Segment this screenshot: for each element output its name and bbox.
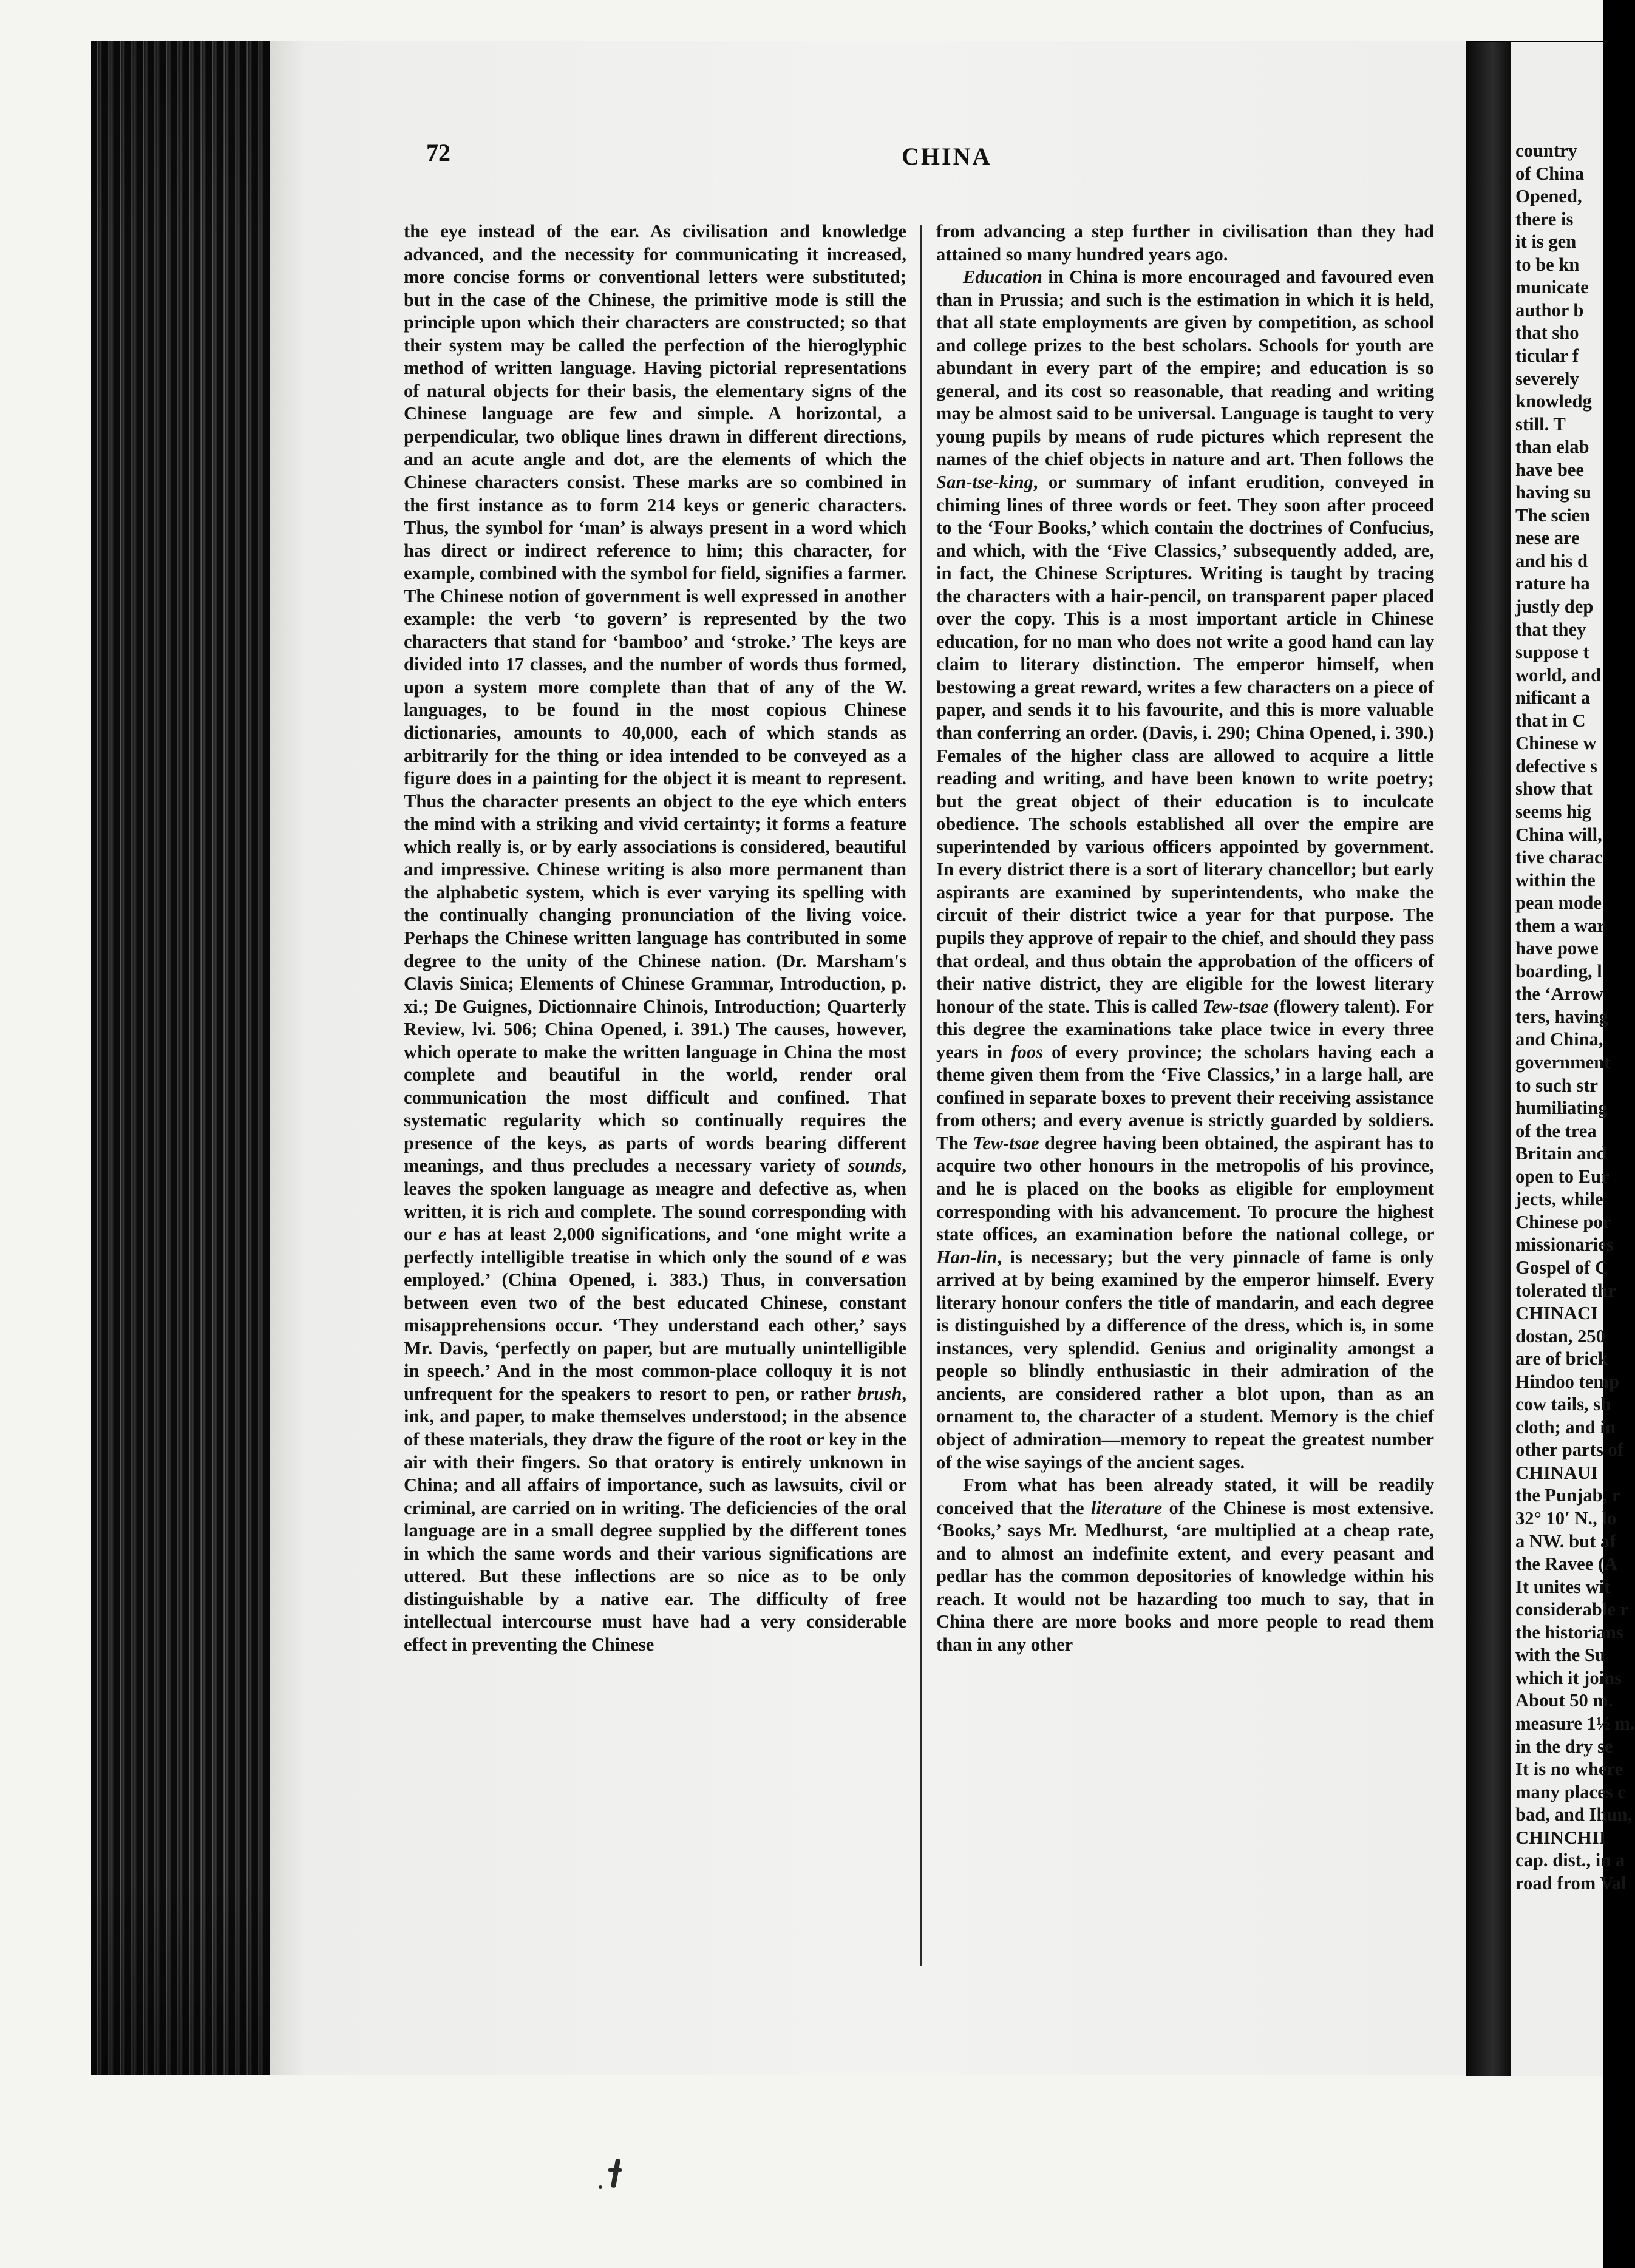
text-run: has at least 2,000 significations, and ‘one might write a perfectly intelligible treatise in which only the sound of [404, 1224, 906, 1268]
literature-paragraph [936, 1474, 1434, 1656]
next-page-line: open to Eur [1515, 1166, 1610, 1187]
text-run: , is necessary; but the very pinnacle of fame is only arrived at by being examined by the emperor himself. Every literary honour confers the title of mandarin, and each degree is distinguished by a difference of the dress, which is, in some instances, very splendid. Genius and originality amongst a people so blindly enthusiastic in their admiration of the ancients, are considered rather a blot upon, than as an ornament to, the character of a student. Memory is the chief object of admiration—memory to repeat the greatest number of the wise sayings of the ancient sages. [936, 1246, 1434, 1473]
next-page-line: Hindoo temp [1515, 1371, 1619, 1392]
right-column-paragraph: from advancing a step further in civilisation than they had attained so many hundred years ago. [936, 221, 1434, 265]
italic-term: Tew-tsae [1202, 996, 1269, 1017]
italic-term: Han-lin [936, 1246, 998, 1268]
next-page-line: Opened, [1515, 186, 1582, 207]
next-page-line: ticular f [1515, 345, 1579, 366]
next-page-line: measure 1½ m. [1515, 1713, 1635, 1734]
next-page-line: having su [1515, 482, 1591, 503]
italic-term: Education [963, 267, 1042, 288]
next-page-line: have bee [1515, 459, 1585, 480]
text-run: of every province; the scholars having each a theme given them from the ‘Five Classics,’ in a large hall, are confined in separate boxes to prevent their receiving assistance from others; and every avenue is strictly guarded by soldiers. The [936, 1041, 1434, 1153]
next-page-line: municate [1515, 277, 1589, 298]
next-page-line: nificant a [1515, 687, 1591, 708]
next-page-line: About 50 m. [1515, 1690, 1613, 1711]
text-run: degree having been obtained, the aspirant has to acquire two other honours in the metropolis of his province, and he is placed on the books as eligible for employment corresponding with his advancement. To procure the highest state offices, an examination before the national college, or [936, 1132, 1435, 1245]
italic-term: e [438, 1224, 447, 1245]
text-run: was employed.’ (China Opened, i. 383.) Thus, in conversation between even two of the best educated Chinese, constant misapprehensions occur. ‘They understand each other,’ says Mr. Davis, ‘perfectly on paper, but are mutually unintelligible in speech.’ And in the most common-place colloquy it is not unfrequent for the speakers to resort to pen, or rather [404, 1246, 906, 1404]
next-page-line: CHINAUI [1515, 1462, 1598, 1483]
italic-term: San-tse-king [936, 472, 1033, 493]
next-page-line: of China [1515, 163, 1585, 184]
next-page-line: cap. dist., in a [1515, 1850, 1625, 1871]
next-page-line: humiliating [1515, 1098, 1608, 1119]
next-page-line: the historians [1515, 1621, 1623, 1643]
italic-term: e [861, 1246, 870, 1268]
text-run: From what has been already stated, it will be readily conceived that the [936, 1475, 1434, 1518]
scan-speck [599, 2185, 602, 2189]
next-page-line: missionaries [1515, 1234, 1614, 1255]
next-page-line: country [1515, 140, 1577, 161]
next-page-line: It unites wit [1515, 1576, 1611, 1597]
next-page-line: that in C [1515, 710, 1586, 731]
next-page-line: to such str [1515, 1075, 1598, 1096]
next-page-line: the Ravee (A [1515, 1553, 1618, 1575]
next-page-line: with the Su [1515, 1645, 1605, 1666]
next-page-line: tive charac [1515, 847, 1603, 868]
next-page-line: Chinese w [1515, 733, 1597, 754]
scan-margin-bottom [0, 2075, 1603, 2268]
next-page-line: cloth; and in [1515, 1416, 1616, 1438]
next-page-line: of the trea [1515, 1120, 1597, 1141]
next-page-line: which it joins [1515, 1667, 1622, 1688]
next-page-line: to be kn [1515, 254, 1580, 275]
next-page-line: the ‘Arrow [1515, 983, 1603, 1005]
next-page-line: CHINCHII [1515, 1827, 1606, 1848]
italic-term: literature [1090, 1497, 1163, 1518]
next-page-line: China will, [1515, 824, 1602, 845]
left-column-paragraph [404, 220, 906, 1656]
next-page-line: Chinese por [1515, 1211, 1611, 1232]
next-page-line: that they [1515, 619, 1586, 640]
next-page-line: and his d [1515, 550, 1588, 571]
next-page-line: still. T [1515, 413, 1566, 435]
next-page-line: world, and [1515, 664, 1602, 685]
next-page-line: a NW. but af [1515, 1530, 1616, 1552]
next-page-line: than elab [1515, 436, 1589, 458]
text-run: , leaves the spoken language as meagre and defective as, when written, it is rich and complete. The sound corresponding with our [404, 1155, 906, 1245]
next-page-line: knowledg [1515, 391, 1592, 412]
italic-term: foos [1011, 1041, 1044, 1062]
text-run: , or summary of infant erudition, conveyed in chiming lines of three words or feet. They soon after proceed to the ‘Four Books,’ which contain the doctrines of Confucius, and which, with the ‘Five Classics,’ subsequently added, are, in fact, the Chinese Scriptures. Writing is taught by tracing the characters with a hair-pencil, on transparent paper placed over the copy. This is a most important article in Chinese education, for no man who does not write a good hand can lay claim to literary distinction. The emperor himself, when bestowing a great reward, writes a few characters on a piece of paper, and sends it to his favourite, and this is more valuable than conferring an order. (Davis, i. 290; China Opened, i. 390.) Females of the higher class are allowed to acquire a little reading and writing, and have been known to write poetry; but the great object of their education is to inculcate obedience. The schools established all over the empire are superintended by various officers appointed by government. In every district there is a sort of literary chancellor; but early aspirants are examined by superintendents, who make the circuit of their district twice a year for that purpose. The pupils they approve of repair to the chief, and should they pass that ordeal, and thus obtain the approbation of the officers of their native district, they are eligible for the lowest literary honour of the state. This is called [936, 472, 1434, 1017]
page-number: 72 [426, 139, 450, 166]
next-page-line: CHINACI [1515, 1303, 1598, 1324]
next-page-line: Britain and [1515, 1143, 1607, 1164]
next-page-line: and China, [1515, 1029, 1603, 1050]
next-page-line: suppose t [1515, 642, 1589, 663]
text-run: , ink, and paper, to make themselves understood; in the absence of these materials, they draw the figure of the root or key in the air with their fingers. So that oratory is entirely unknown in China; and all affairs of importance, such as lawsuits, civil or criminal, are carried on in writing. The deficiencies of the oral language are in a small degree supplied by the different tones in which the same words and their various significations are uttered. But these inflections are so nice as to be only distinguishable by a native ear. The difficulty of free intellectual intercourse must have had a very considerable effect in preventing the Chinese [404, 1383, 906, 1655]
next-page-line: 32° 10′ N., lo [1515, 1508, 1617, 1529]
next-page-line: author b [1515, 299, 1584, 321]
column-rule [920, 225, 922, 1966]
next-page-line: other parts of [1515, 1439, 1623, 1461]
left-column [404, 220, 906, 1656]
right-column [936, 220, 1434, 1656]
next-page-fragment [1511, 42, 1635, 2076]
next-page-line: them a war [1515, 915, 1605, 936]
gutter-shadow [1466, 42, 1511, 2076]
italic-term: brush [857, 1383, 902, 1404]
scan-margin-top [0, 0, 1603, 41]
next-page-line: justly dep [1515, 596, 1594, 617]
next-page-line: dostan, 250 [1515, 1325, 1605, 1346]
next-page-line: defective s [1515, 755, 1598, 776]
next-page-line: it is gen [1515, 231, 1577, 253]
text-run: of the Chinese is most extensive. ‘Books,’ says Mr. Medhurst, ‘are multiplied at a cheap rate, and to almost an indefinite extent, and every peasant and pedlar has the common depositories of knowledge within his reach. It would not be hazarding too much to say, that in China there are more books and more people to read them than in any other [936, 1497, 1434, 1655]
next-page-line: jects, while [1515, 1189, 1603, 1210]
text-run: in China is more encouraged and favoured even than in Prussia; and such is the estimation in which it is held, that all state employments are given by competition, as school and college prizes to the best scholars. Schools for youth are abundant in every part of the empire; and education is so general, and its cost so reasonable, that reading and writing may be almost said to be universal. Language is taught to very young pupils by means of rude pictures which represent the names of the chief objects in nature and art. Then follows the [936, 267, 1434, 470]
next-page-line: are of brick [1515, 1348, 1608, 1370]
next-page-line: have powe [1515, 938, 1599, 959]
next-page-line: ters, having [1515, 1006, 1608, 1027]
italic-term: Tew-tsae [973, 1132, 1039, 1153]
scan-margin-left [0, 0, 91, 2268]
next-page-line: in the dry se [1515, 1736, 1613, 1757]
next-page-line: many places c [1515, 1781, 1626, 1802]
next-page-line: seems hig [1515, 801, 1591, 822]
next-page-line: government [1515, 1052, 1611, 1073]
text-run: (flowery talent). For this degree the examinations take place twice in every three years in [936, 996, 1435, 1062]
next-page-line: It is no where [1515, 1759, 1623, 1780]
education-paragraph [936, 266, 1434, 1474]
next-page-line: that sho [1515, 322, 1579, 344]
text-run: the eye instead of the ear. As civilisation and knowledge advanced, and the necessity for communicating it increased, more concise forms or conventional letters were substituted; but in the case of the Chinese, the primitive mode is still the principle upon which their characters are constructed; so that their system may be called the perfection of the hieroglyphic method of written language. Having pictorial representations of natural objects for their basis, the elementary signs of the Chinese language are few and simple. A horizontal, a perpendicular, two oblique lines drawn in different directions, and an acute angle and dot, are the elements of which the Chinese characters consist. These marks are so combined in the first instance as to form 214 keys or generic characters. Thus, the symbol for ‘man’ is always present in a word which has direct or indirect reference to him; this character, for example, combined with the symbol for field, signifies a farmer. The Chinese notion of government is well expressed in another example: the verb ‘to govern’ is represented by the two characters that stand for ‘bamboo’ and ‘stroke.’ The keys are divided into 17 classes, and the number of words thus formed, upon a system more complete than that of any of the W. languages, to be found in the most copious Chinese dictionaries, amounts to 40,000, each of which stands as arbitrarily for the thing or idea intended to be conveyed as a figure does in a painting for the object it is meant to represent. Thus the character presents an object to the eye which enters the mind with a striking and vivid certainty; it forms a feature which really is, or by early associations is considered, beautiful and impressive. Chinese writing is also more permanent than the alphabetic system, which is ever varying its spelling with the continually changing pronunciation of the living voice. Perhaps the Chinese written language has contributed in some degree to the unity of the Chinese nation. (Dr. Marsham's Clavis Sinica; Elements of Chinese Grammar, Introduction, p. xi.; De Guignes, Dictionnaire Chinois, Introduction; Quarterly Review, lvi. 506; China Opened, i. 391.) The causes, however, which operate to make the written language in China the most complete and beautiful in the world, render oral communication the most difficult and confined. That systematic regularity which so continually requires the presence of the keys, as parts of words bearing different meanings, and thus precludes a necessary variety of [404, 221, 906, 1176]
italic-term: sounds [848, 1155, 902, 1176]
next-page-line: the Punjab, r [1515, 1485, 1620, 1506]
book-page-edges [91, 41, 270, 2075]
next-page-line: bad, and Ihun, [1515, 1804, 1633, 1825]
next-page-line: cow tails, sh [1515, 1394, 1611, 1415]
next-page-line: pean mode [1515, 892, 1602, 914]
next-page-line: within the [1515, 869, 1596, 891]
next-page-line: there is [1515, 208, 1574, 229]
running-head: CHINA [902, 143, 992, 170]
next-page-line: show that [1515, 778, 1593, 800]
scan-speck [608, 2168, 622, 2172]
next-page-line: considerable r [1515, 1599, 1629, 1620]
next-page-line: Gospel of C [1515, 1257, 1608, 1278]
next-page-line: road from Val [1515, 1872, 1627, 1893]
next-page-line: severely [1515, 368, 1579, 389]
next-page-line: rature ha [1515, 573, 1590, 594]
next-page-line: boarding, l [1515, 960, 1602, 982]
next-page-line: The scien [1515, 504, 1591, 526]
next-page-line: nese are [1515, 528, 1580, 549]
book-page [270, 41, 1466, 2075]
next-page-line: tolerated thr [1515, 1280, 1616, 1301]
